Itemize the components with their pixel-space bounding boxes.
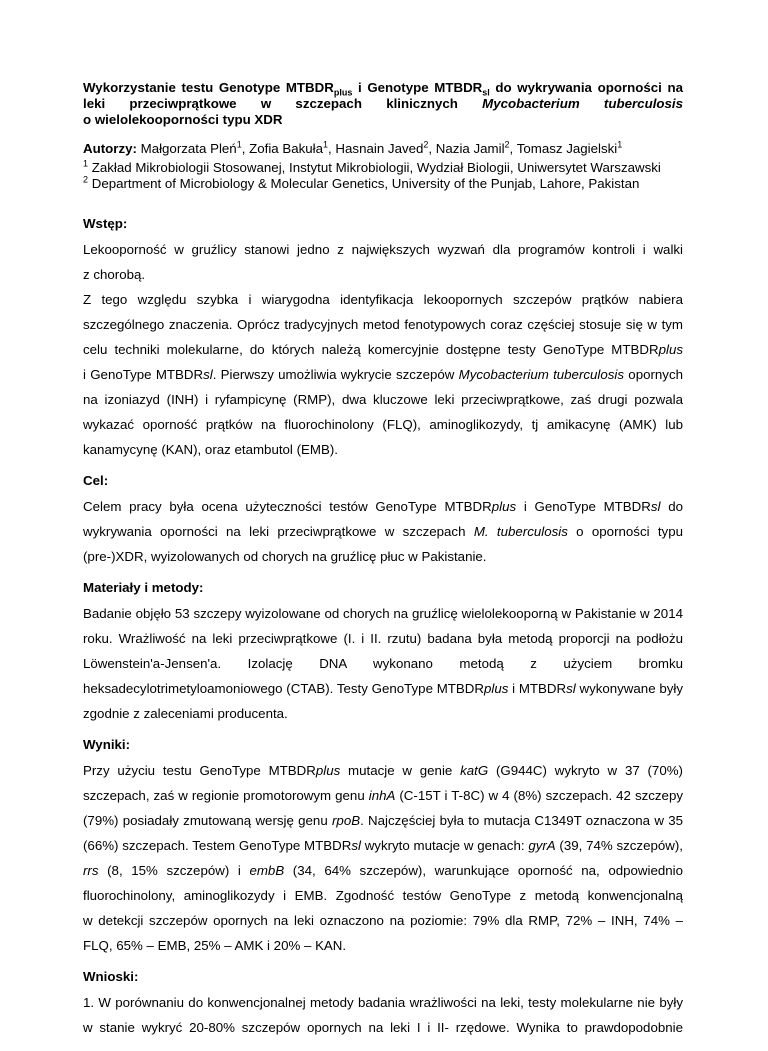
section-intro (83, 216, 683, 462)
section-aim (83, 473, 683, 569)
affiliation-1: $^1$ Zakład Mikrobiologii Stosowanej, Instytut Mikrobiologii, Wydział Biologii, Uniwersytet Warszawski (83, 158, 661, 175)
affiliation-2: $^2$ Department of Microbiology & Molecular Genetics, University of the Punjab, Lahore, Pakistan (83, 174, 640, 191)
title-line-1: Wykorzystanie testu Genotype $MTBDR_{plus}$ i Genotype $MTBDR_{sl}$ do wykrywania oporności na (83, 80, 683, 98)
conclusions-heading: Wnioski: (83, 969, 139, 984)
aim-paragraph: Celem pracy była ocena użyteczności testów GenoType MTBDRplus i GenoType MTBDRsl do wykrywania oporności na leki przeciwprątkowe w szczepach M. tuberculosis o oporności typu (pre-)XDR, wyizolowanych od chorych na gruźlicę płuc w Pakistanie. (83, 499, 683, 564)
intro-paragraph: Lekooporność w gruźlicy stanowi jedno z największych wyzwań dla programów kontroli i walki z chorobą. Z tego względu szybka i wiarygodna identyfikacja lekoopornych szczepów prątków nabiera szczególnego znaczenia. Oprócz tradycyjnych metod fenotypowych coraz częściej stosuje się w tym celu techniki molekularne, do których należą komercyjnie dostępne testy GenoType MTBDRplus i GenoType MTBDRsl. Pierwszy umożliwia wykrycie szczepów Mycobacterium tuberculosis opornych na izoniazyd (INH) i ryfampicynę (RMP), dwa kluczowe leki przeciwprątkowe, zaś drugi pozwala wykazać oporność prątków na fluorochinolony (FLQ), aminoglikozydy, tj amikacynę (AMK) lub kanamycynę (KAN), oraz etambutol (EMB). (83, 242, 683, 457)
intro-heading: Wstęp: (83, 216, 128, 231)
conclusions-paragraph: 1. W porównaniu do konwencjonalnej metody badania wrażliwości na leki, testy molekularne nie były w stanie wykryć 20-80% szczepów opornych na leki I i II- rzędowe. Wynika to prawdopodobnie (83, 995, 683, 1035)
aim-heading: Cel: (83, 473, 109, 488)
methods-paragraph: Badanie objęło 53 szczepy wyizolowane od chorych na gruźlicę wielolekooporną w Pakistanie w 2014 roku. Wrażliwość na leki przeciwprątkowe (I. i II. rzutu) badana była metodą proporcji na podłożu Löwenstein'a-Jensen'a. Izolację DNA wykonano metodą z użyciem bromku heksadecylotrimetyloamoniowego (CTAB). Testy GenoType MTBDRplus i MTBDRsl wykonywane były zgodnie z zaleceniami producenta. (83, 606, 683, 721)
title-line-3: o wielolekooporności typu XDR (83, 112, 283, 127)
document-title (83, 80, 683, 128)
section-methods (83, 580, 683, 726)
section-conclusions (83, 969, 683, 1040)
results-heading: Wyniki: (83, 737, 131, 752)
results-paragraph: Przy użyciu testu GenoType MTBDRplus mutacje w genie katG (G944C) wykryto w 37 (70%) szczepach, zaś w regionie promotorowym genu inhA (C-15T i T-8C) w 4 (8%) szczepach. 42 szczepy (79%) posiadały zmutowaną wersję genu rpoB. Najczęściej była to mutacja C1349T oznaczona w 35 (66%) szczepach. Testem GenoType MTBDRsl wykryto mutacje w genach: gyrA (39, 74% szczepów), rrs (8, 15% szczepów) i embB (34, 64% szczepów), warunkujące oporność na, odpowiednio fluorochinolony, aminoglikozydy i EMB. Zgodność testów GenoType z metodą konwencjonalną w detekcji szczepów opornych na leki oznaczono na poziomie: 79% dla RMP, 72% – INH, 74% – FLQ, 65% – EMB, 25% – AMK i 20% – KAN. (83, 763, 683, 953)
authors-line: Autorzy: Małgorzata Pleń$^1$, Zofia Bakuła$^1$, Hasnain Javed$^2$, Nazia Jamil$^2$, Tomasz Jagielski$^1$ (83, 139, 623, 156)
title-line-2: leki przeciwprątkowe w szczepach klinicznych Mycobacterium tuberculosis (83, 96, 683, 111)
methods-heading: Materiały i metody: (83, 580, 204, 595)
document-page (83, 80, 683, 1051)
affiliations (83, 160, 683, 192)
section-results (83, 737, 683, 958)
